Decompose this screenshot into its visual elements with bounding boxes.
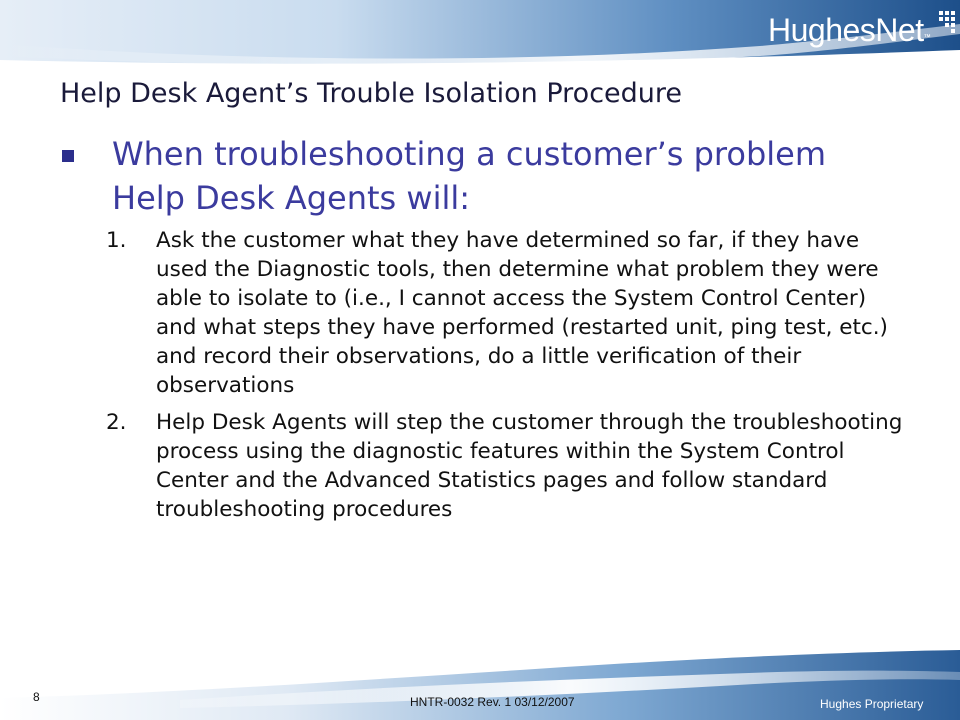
bullet-square-icon — [62, 150, 74, 162]
bullet-text: When troubleshooting a customer’s problem Help Desk Agents will: — [112, 135, 827, 217]
list-item — [106, 408, 906, 524]
numbered-steps-list — [106, 226, 906, 532]
list-item — [106, 226, 906, 400]
hughesnet-logo — [768, 12, 957, 49]
document-id: HNTR-0032 Rev. 1 03/12/2007 — [410, 695, 575, 709]
step-text: Ask the customer what they have determined so far, if they have used the Diagnostic tools, then determine what problem they were able to isolate to (i.e., I cannot access the System Control Center) and what steps they have performed (restarted unit, ping test, etc.) and record their observations, do a little verification of their observations — [156, 228, 888, 398]
logo-trademark: ™ — [923, 34, 931, 41]
logo-text: HughesNet — [768, 12, 924, 48]
step-text: Help Desk Agents will step the customer through the troubleshooting process using the diagnostic features within the System Control Center and the Advanced Statistics pages and follow standard troubleshooting procedures — [156, 410, 903, 522]
step-number: 2. — [106, 410, 127, 435]
proprietary-notice: Hughes Proprietary — [820, 697, 924, 711]
logo-grid-icon — [933, 10, 957, 34]
main-bullet — [62, 132, 882, 220]
slide-title: Help Desk Agent’s Trouble Isolation Procedure — [60, 78, 683, 109]
page-number: 8 — [33, 690, 40, 704]
step-number: 1. — [106, 228, 127, 253]
